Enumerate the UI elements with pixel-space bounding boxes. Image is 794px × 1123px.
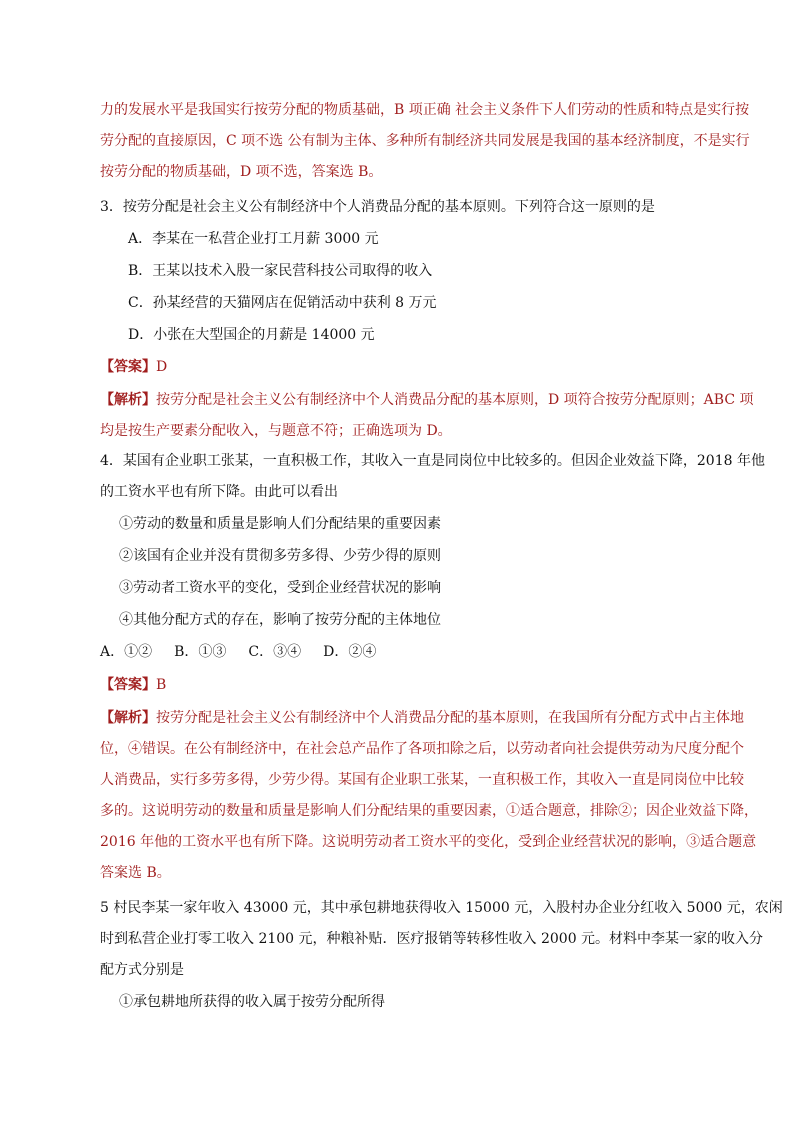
- analysis-line-2: 均是按生产要素分配收入，与题意不符；正确选项为 D。: [100, 423, 452, 439]
- choice-d: D．②④: [323, 644, 377, 660]
- analysis-label: 【解析】: [100, 392, 156, 408]
- answer-label: 【答案】: [100, 359, 156, 375]
- question-3-option-b: B．王某以技术入股一家民营科技公司取得的收入: [128, 263, 433, 279]
- question-4-stem-line-1: 4．某国有企业职工张某，一直积极工作，其收入一直是同岗位中比较多的。但因企业效益下降，2018 年他: [100, 453, 765, 469]
- question-3-answer: [100, 352, 720, 383]
- question-5-stem-line-2: 时到私营企业打零工收入 2100 元，种粮补贴．医疗报销等转移性收入 2000 元。材料中李某一家的收入分: [100, 931, 764, 947]
- question-4-choices: [100, 636, 720, 668]
- question-3-analysis: [100, 385, 754, 447]
- question-4-item-1: ①劳动的数量和质量是影响人们分配结果的重要因素: [119, 516, 441, 532]
- question-5: [100, 893, 783, 1018]
- analysis-line-5: 2016 年他的工资水平也有所下降。这说明劳动者工资水平的变化，受到企业经营状况的影响，③适合题意: [100, 834, 757, 850]
- analysis-label: 【解析】: [100, 710, 156, 726]
- carryover-analysis: [100, 95, 750, 188]
- question-5-item-1: ①承包耕地所获得的收入属于按劳分配所得: [119, 994, 385, 1010]
- question-4-analysis: [100, 703, 758, 889]
- answer-value: B: [156, 677, 167, 693]
- question-4-item-2: ②该国有企业并没有贯彻多劳多得、少劳少得的原则: [119, 548, 441, 564]
- choice-b: B．①③: [174, 644, 227, 660]
- analysis-line-1: 按劳分配是社会主义公有制经济中个人消费品分配的基本原则，在我国所有分配方式中占主体地: [156, 710, 744, 726]
- question-4-item-3: ③劳动者工资水平的变化，受到企业经营状况的影响: [119, 580, 441, 596]
- question-4-item-4: ④其他分配方式的存在，影响了按劳分配的主体地位: [119, 612, 441, 628]
- carryover-line-1: 力的发展水平是我国实行按劳分配的物质基础，B 项正确 社会主义条件下人们劳动的性质和特点是实行按: [100, 102, 750, 118]
- question-4: [100, 446, 765, 889]
- question-3-stem: 3．按劳分配是社会主义公有制经济中个人消费品分配的基本原则。下列符合这一原则的是: [100, 199, 655, 215]
- analysis-line-4: 多的。这说明劳动的数量和质量是影响人们分配结果的重要因素，①适合题意，排除②；因企业效益下降，: [100, 803, 758, 819]
- question-3-option-c: C．孙某经营的天猫网店在促销活动中获利 8 万元: [128, 295, 437, 311]
- analysis-line-6: 答案选 B。: [100, 865, 171, 881]
- question-5-stem-line-3: 配方式分别是: [100, 962, 184, 978]
- analysis-line-3: 人消费品，实行多劳多得，少劳少得。某国有企业职工张某，一直积极工作，其收入一直是同岗位中比较: [100, 772, 744, 788]
- question-4-stem-line-2: 的工资水平也有所下降。由此可以看出: [100, 484, 338, 500]
- question-3: [100, 192, 754, 447]
- question-3-option-a: A．李某在一私营企业打工月薪 3000 元: [128, 231, 379, 247]
- answer-value: D: [156, 359, 168, 375]
- question-4-answer: [100, 670, 720, 701]
- question-3-option-d: D．小张在大型国企的月薪是 14000 元: [128, 327, 375, 343]
- answer-label: 【答案】: [100, 677, 156, 693]
- choice-a: A．①②: [100, 644, 153, 660]
- question-5-stem-line-1: 5 村民李某一家年收入 43000 元，其中承包耕地获得收入 15000 元，入股村办企业分红收入 5000 元，农闲: [100, 900, 783, 916]
- analysis-line-2: 位，④错误。在公有制经济中，在社会总产品作了各项扣除之后，以劳动者向社会提供劳动为尺度分配个: [100, 741, 744, 757]
- carryover-line-3: 按劳分配的物质基础，D 项不选，答案选 B。: [100, 164, 383, 180]
- choice-c: C．③④: [248, 644, 302, 660]
- analysis-line-1: 按劳分配是社会主义公有制经济中个人消费品分配的基本原则，D 项符合按劳分配原则；ABC 项: [156, 392, 754, 408]
- carryover-line-2: 劳分配的直接原因，C 项不选 公有制为主体、多种所有制经济共同发展是我国的基本经济制度，不是实行: [100, 133, 750, 149]
